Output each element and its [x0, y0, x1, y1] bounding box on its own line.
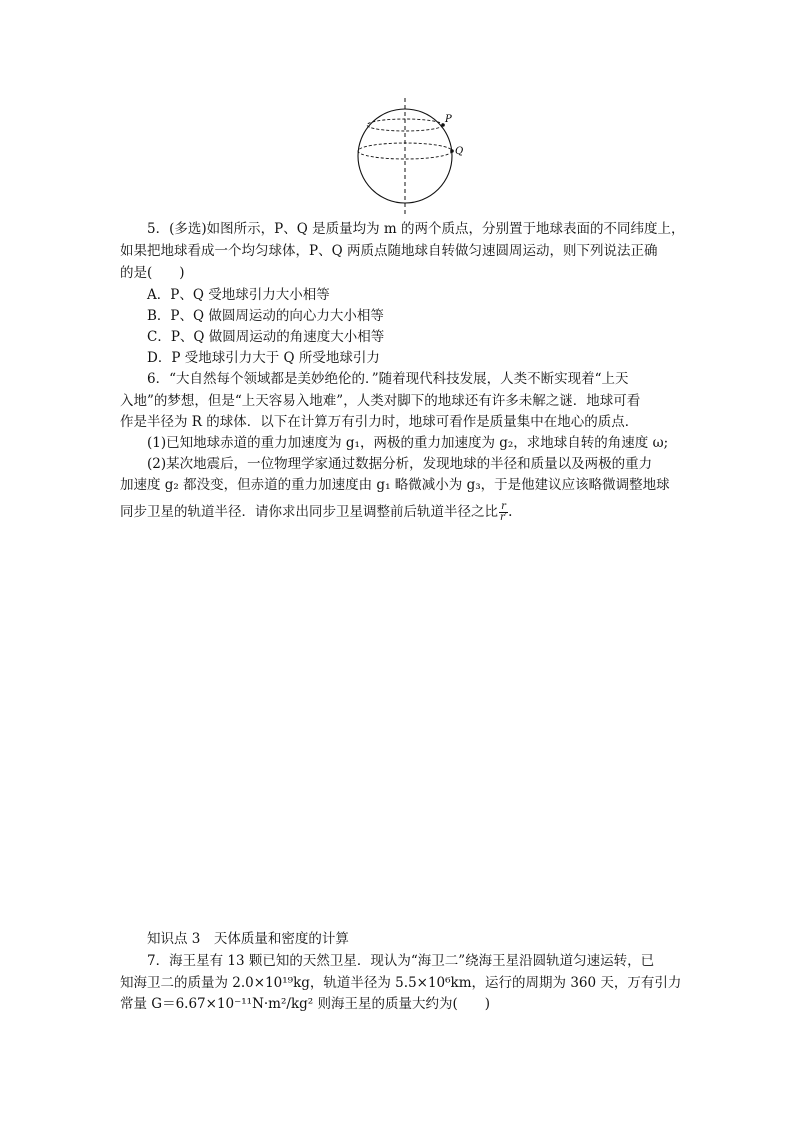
- q5-line-2: 如果把地球看成一个均匀球体，P、Q 两质点随地球自转做匀速圆周运动，则下列说法正确: [120, 243, 658, 259]
- q5-line-3: 的是( ): [120, 265, 185, 281]
- q7-line-2: 知海卫二的质量为 2.0×10¹⁹kg，轨道半径为 5.5×10⁶km，运行的周期为 360 天，万有引力: [120, 975, 682, 991]
- q5-line-1: 5．(多选)如图所示，P、Q 是质量均为 m 的两个质点，分别置于地球表面的不同纬度上，: [147, 221, 685, 237]
- q6-line-1: 6．“大自然每个领域都是美妙绝伦的．”随着现代科技发展，人类不断实现着“上天: [147, 371, 629, 387]
- q6-part-2-line-3-text: 同步卫星的轨道半径．请你求出同步卫星调整前后轨道半径之比: [120, 504, 498, 520]
- q7-line-3: 常量 G＝6.67×10⁻¹¹N·m²/kg² 则海王星的质量大约为( ): [120, 996, 490, 1012]
- label-p: P: [445, 114, 452, 125]
- q6-end-mark: .: [508, 504, 513, 520]
- earth-diagram: [345, 96, 475, 216]
- q5-option-c[interactable]: C．P、Q 做圆周运动的角速度大小相等: [147, 329, 385, 345]
- fraction-numerator: r: [499, 502, 508, 513]
- point-q: [450, 149, 454, 153]
- q6-part-1: (1)已知地球赤道的重力加速度为 g₁，两极的重力加速度为 g₂，求地球自转的角速度 ω;: [147, 435, 669, 451]
- q6-part-2-line-3: [120, 502, 512, 523]
- section-heading: 知识点 3 天体质量和密度的计算: [147, 931, 349, 947]
- q5-option-a[interactable]: A．P、Q 受地球引力大小相等: [147, 287, 330, 303]
- q6-part-2-line-1: (2)某次地震后，一位物理学家通过数据分析，发现地球的半径和质量以及两极的重力: [147, 456, 653, 472]
- q6-line-2: 入地”的梦想，但是“上天容易入地难”，人类对脚下的地球还有许多未解之谜．地球可看: [120, 393, 641, 409]
- radius-ratio-fraction: [499, 502, 508, 523]
- earth-figure: [345, 96, 475, 216]
- label-q: Q: [455, 146, 464, 157]
- fraction-denominator: r′: [500, 512, 508, 523]
- q6-part-2-line-2: 加速度 g₂ 都没变，但赤道的重力加速度由 g₁ 略微减小为 g₃，于是他建议应该略微调整地球: [120, 477, 670, 493]
- q5-option-b[interactable]: B．P、Q 做圆周运动的向心力大小相等: [147, 308, 384, 324]
- q6-line-3: 作是半径为 R 的球体．以下在计算万有引力时，地球可看作是质量集中在地心的质点．: [120, 414, 639, 430]
- q7-line-1: 7．海王星有 13 颗已知的天然卫星．现认为“海卫二”绕海王星沿圆轨道匀速运转，已: [147, 953, 655, 969]
- q5-option-d[interactable]: D．P 受地球引力大于 Q 所受地球引力: [147, 350, 380, 366]
